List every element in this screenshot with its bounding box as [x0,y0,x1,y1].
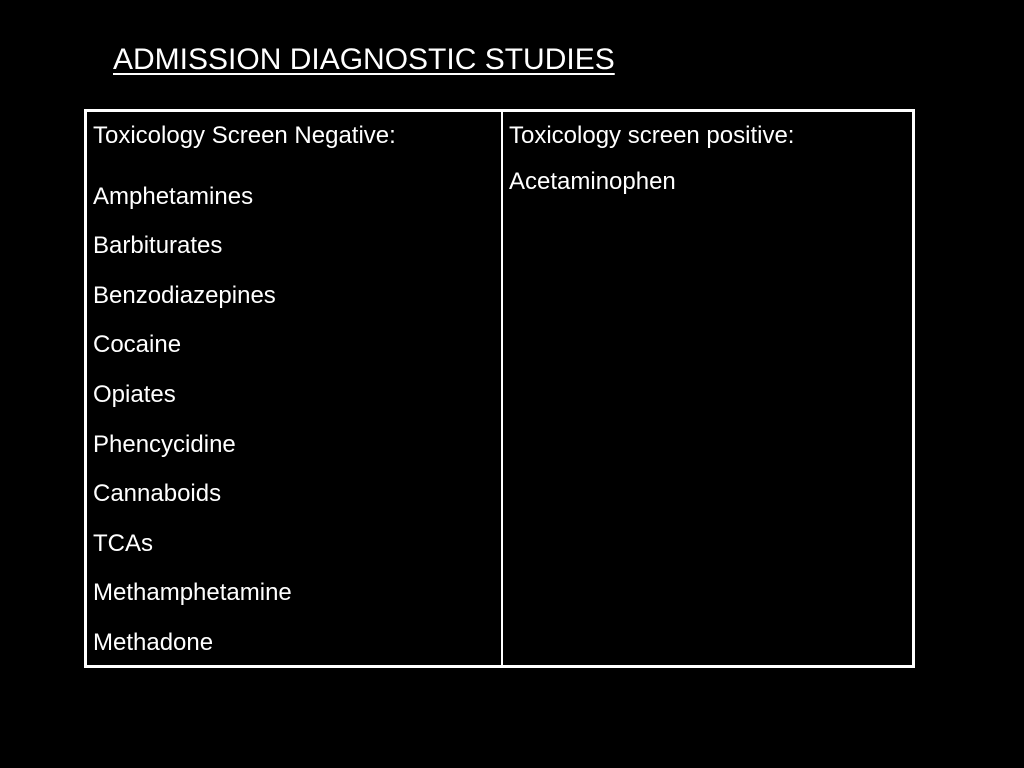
negative-heading: Toxicology Screen Negative: [93,122,396,149]
negative-item: Opiates [93,380,176,408]
toxicology-table [84,109,915,668]
negative-item: Methamphetamine [93,579,292,607]
positive-column [503,112,912,665]
negative-item: Benzodiazepines [93,281,276,309]
negative-item: Methadone [93,628,214,656]
negative-item: Cannaboids [93,480,222,508]
positive-item: Acetaminophen [509,168,676,195]
negative-item: Phencycidine [93,430,236,458]
negative-item: Cocaine [93,331,182,359]
negative-list [93,122,495,668]
slide-title: ADMISSION DIAGNOSTIC STUDIES [113,43,615,76]
negative-item: Amphetamines [93,182,254,210]
negative-column [87,112,503,665]
positive-heading: Toxicology screen positive: [509,122,795,149]
positive-list [509,122,906,202]
negative-item: TCAs [93,529,153,557]
negative-item: Barbiturates [93,232,223,260]
